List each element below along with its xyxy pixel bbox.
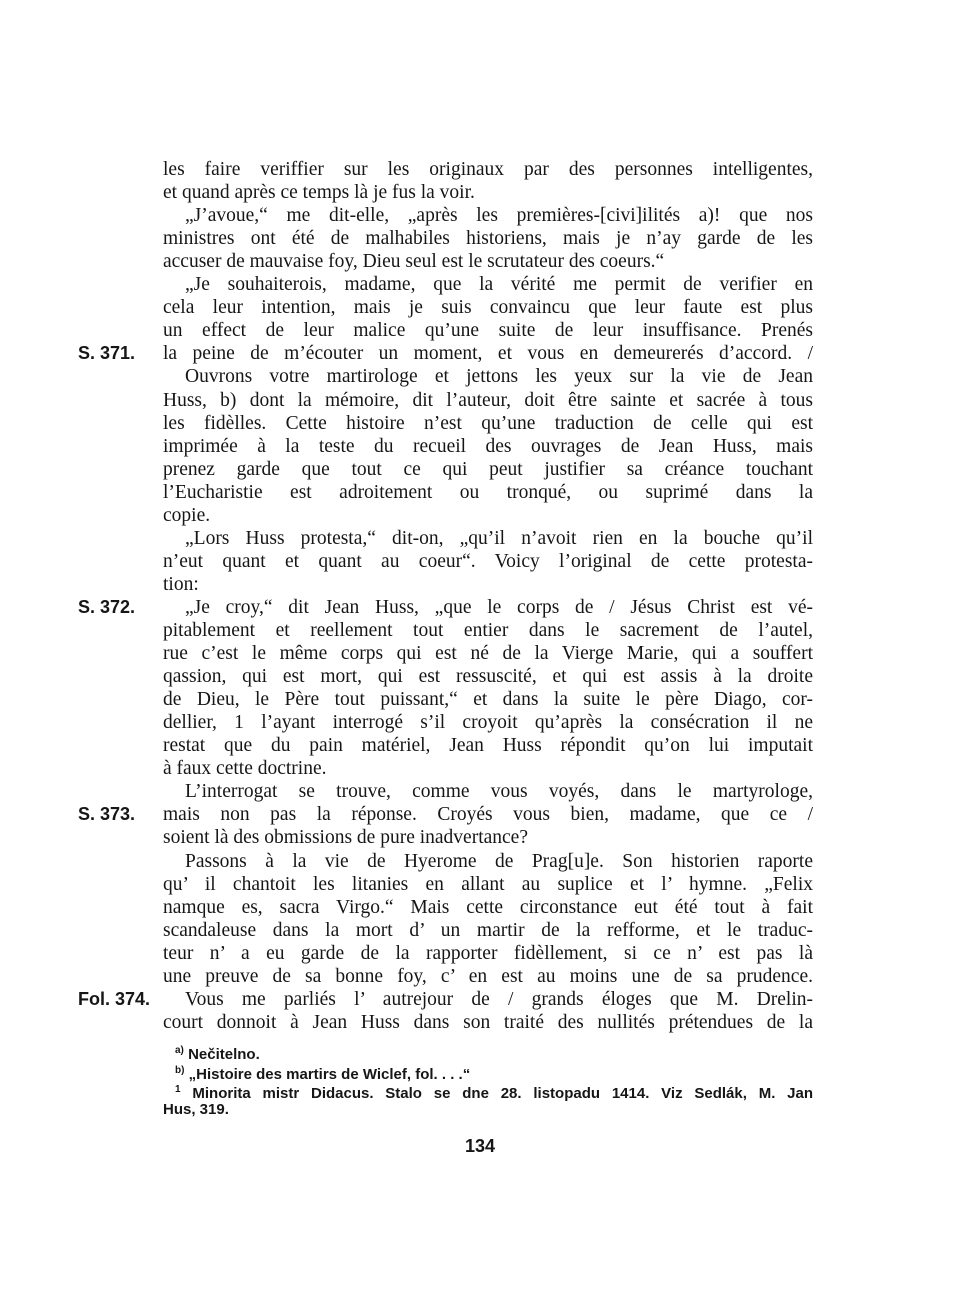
text-line: L’interrogat se trouve, comme vous voyés, dans le martyrologe, bbox=[185, 781, 813, 803]
text-line: court donnoit à Jean Huss dans son traité des nullités prétendues de la bbox=[163, 1011, 813, 1033]
text-line: et quand après ce temps là je fus la voir. bbox=[163, 182, 475, 204]
footnote-text: Minorita mistr Didacus. Stalo se dne 28. listopadu 1414. Viz Sedlák, M. Jan bbox=[192, 1085, 814, 1102]
text-line: la peine de m’écouter un moment, et vous en demeurerés d’accord. / bbox=[163, 343, 813, 365]
footnote-mark: 1 bbox=[175, 1084, 181, 1095]
text-line: Ouvrons votre martirologe et jettons les yeux sur la vie de Jean bbox=[185, 366, 813, 388]
text-line: prenez garde que tout ce qui peut justifier sa créance touchant bbox=[163, 458, 813, 480]
text-line: une preuve de sa bonne foy, c’ en est au moins une de sa prudence. bbox=[163, 965, 813, 987]
footnote bbox=[175, 1041, 813, 1063]
footnote bbox=[163, 1100, 813, 1119]
page-number: 134 bbox=[464, 1136, 496, 1156]
text-line: scandaleuse dans la mort d’ un martir de la refforme, et le traduc- bbox=[163, 919, 813, 941]
text-line: pitablement et reellement tout entier dans le sacrement de l’autel, bbox=[163, 620, 813, 641]
footnote-mark: b) bbox=[175, 1064, 185, 1076]
text-line: restat que du pain matériel, Jean Huss répondit qu’on lui imputait bbox=[163, 735, 813, 757]
text-line: cela leur intention, mais je suis convaincu que leur faute est plus bbox=[163, 297, 813, 319]
footnote-mark: a) bbox=[175, 1045, 184, 1056]
text-line: rue c’est le même corps qui est né de la Vierge Marie, qui a souffert bbox=[163, 643, 813, 665]
text-line: un effect de leur malice qu’une suite de leur insuffisance. Prenés bbox=[163, 320, 813, 342]
text-line: l’Eucharistie est adroitement ou tronqué, ou suprimé dans la bbox=[163, 481, 813, 503]
text-line: qu’ il chantoit les litanies en allant au suplice et l’ hymne. „Felix bbox=[163, 873, 813, 895]
footnote-text: „Histoire des martirs de Wiclef, fol. . . .“ bbox=[188, 1065, 471, 1083]
text-line: de Dieu, le Père tout puissant,“ et dans la suite le père Diago, cor- bbox=[163, 689, 813, 711]
margin-reference: S. 373. bbox=[78, 804, 136, 825]
margin-reference: S. 371. bbox=[78, 343, 136, 364]
text-line: Vous me parliés l’ autrejour de / grands éloges que M. Drelin- bbox=[185, 988, 813, 1010]
text-line: Passons à la vie de Hyerome de Prag[u]e. Son historien raporte bbox=[185, 850, 813, 872]
text-line: „Je souhaiterois, madame, que la vérité me permit de verifier en bbox=[185, 274, 813, 296]
text-line: mais non pas la réponse. Croyés vous bien, madame, que ce / bbox=[163, 804, 813, 826]
text-line: namque es, sacra Virgo.“ Mais cette circonstance eut été tout à fait bbox=[163, 896, 813, 918]
text-line: n’eut quant et quant au coeur“. Voicy l’original de cette protesta- bbox=[163, 550, 813, 572]
footnote bbox=[175, 1061, 813, 1083]
footnote bbox=[175, 1080, 814, 1102]
footnote-text: Nečitelno. bbox=[188, 1046, 260, 1063]
text-line: les faire veriffier sur les originaux par des personnes intelligentes, bbox=[163, 159, 813, 180]
text-line: „Lors Huss protesta,“ dit-on, „qu’il n’avoit rien en la bouche qu’il bbox=[185, 527, 813, 549]
text-line: copie. bbox=[163, 504, 211, 526]
text-line: accuser de mauvaise foy, Dieu seul est le scrutateur des coeurs.“ bbox=[163, 251, 665, 273]
footnote-text: Hus, 319. bbox=[163, 1100, 229, 1118]
text-line: teur n’ a eu garde de la rapporter fidèllement, si ce n’ est pas là bbox=[163, 942, 813, 964]
margin-reference: S. 372. bbox=[78, 596, 136, 617]
text-line: „J’avoue,“ me dit-elle, „après les premières-[civi]ilités a)! que nos bbox=[185, 205, 813, 227]
text-line: soient là des obmissions de pure inadvertance? bbox=[163, 827, 528, 849]
text-line: les fidèlles. Cette histoire n’est qu’une traduction de celle qui est bbox=[163, 412, 813, 434]
text-line: qassion, qui est mort, qui est ressuscité, et qui est assis à la droite bbox=[163, 666, 813, 688]
text-line: imprimée à la teste du recueil des ouvrages de Jean Huss, mais bbox=[163, 435, 813, 457]
text-line: ministres ont été de malhabiles historiens, mais je n’ay garde de les bbox=[163, 228, 813, 250]
text-line: à faux cette doctrine. bbox=[163, 758, 327, 780]
text-line: „Je croy,“ dit Jean Huss, „que le corps de / Jésus Christ est vé- bbox=[185, 596, 813, 618]
text-line: dellier, 1 l’ayant interrogé s’il croyoit qu’après la consécration il ne bbox=[163, 712, 813, 734]
text-line: tion: bbox=[163, 573, 199, 595]
text-line: Huss, b) dont la mémoire, dit l’auteur, doit être sainte et sacrée à tous bbox=[163, 389, 813, 411]
margin-reference: Fol. 374. bbox=[78, 988, 151, 1009]
